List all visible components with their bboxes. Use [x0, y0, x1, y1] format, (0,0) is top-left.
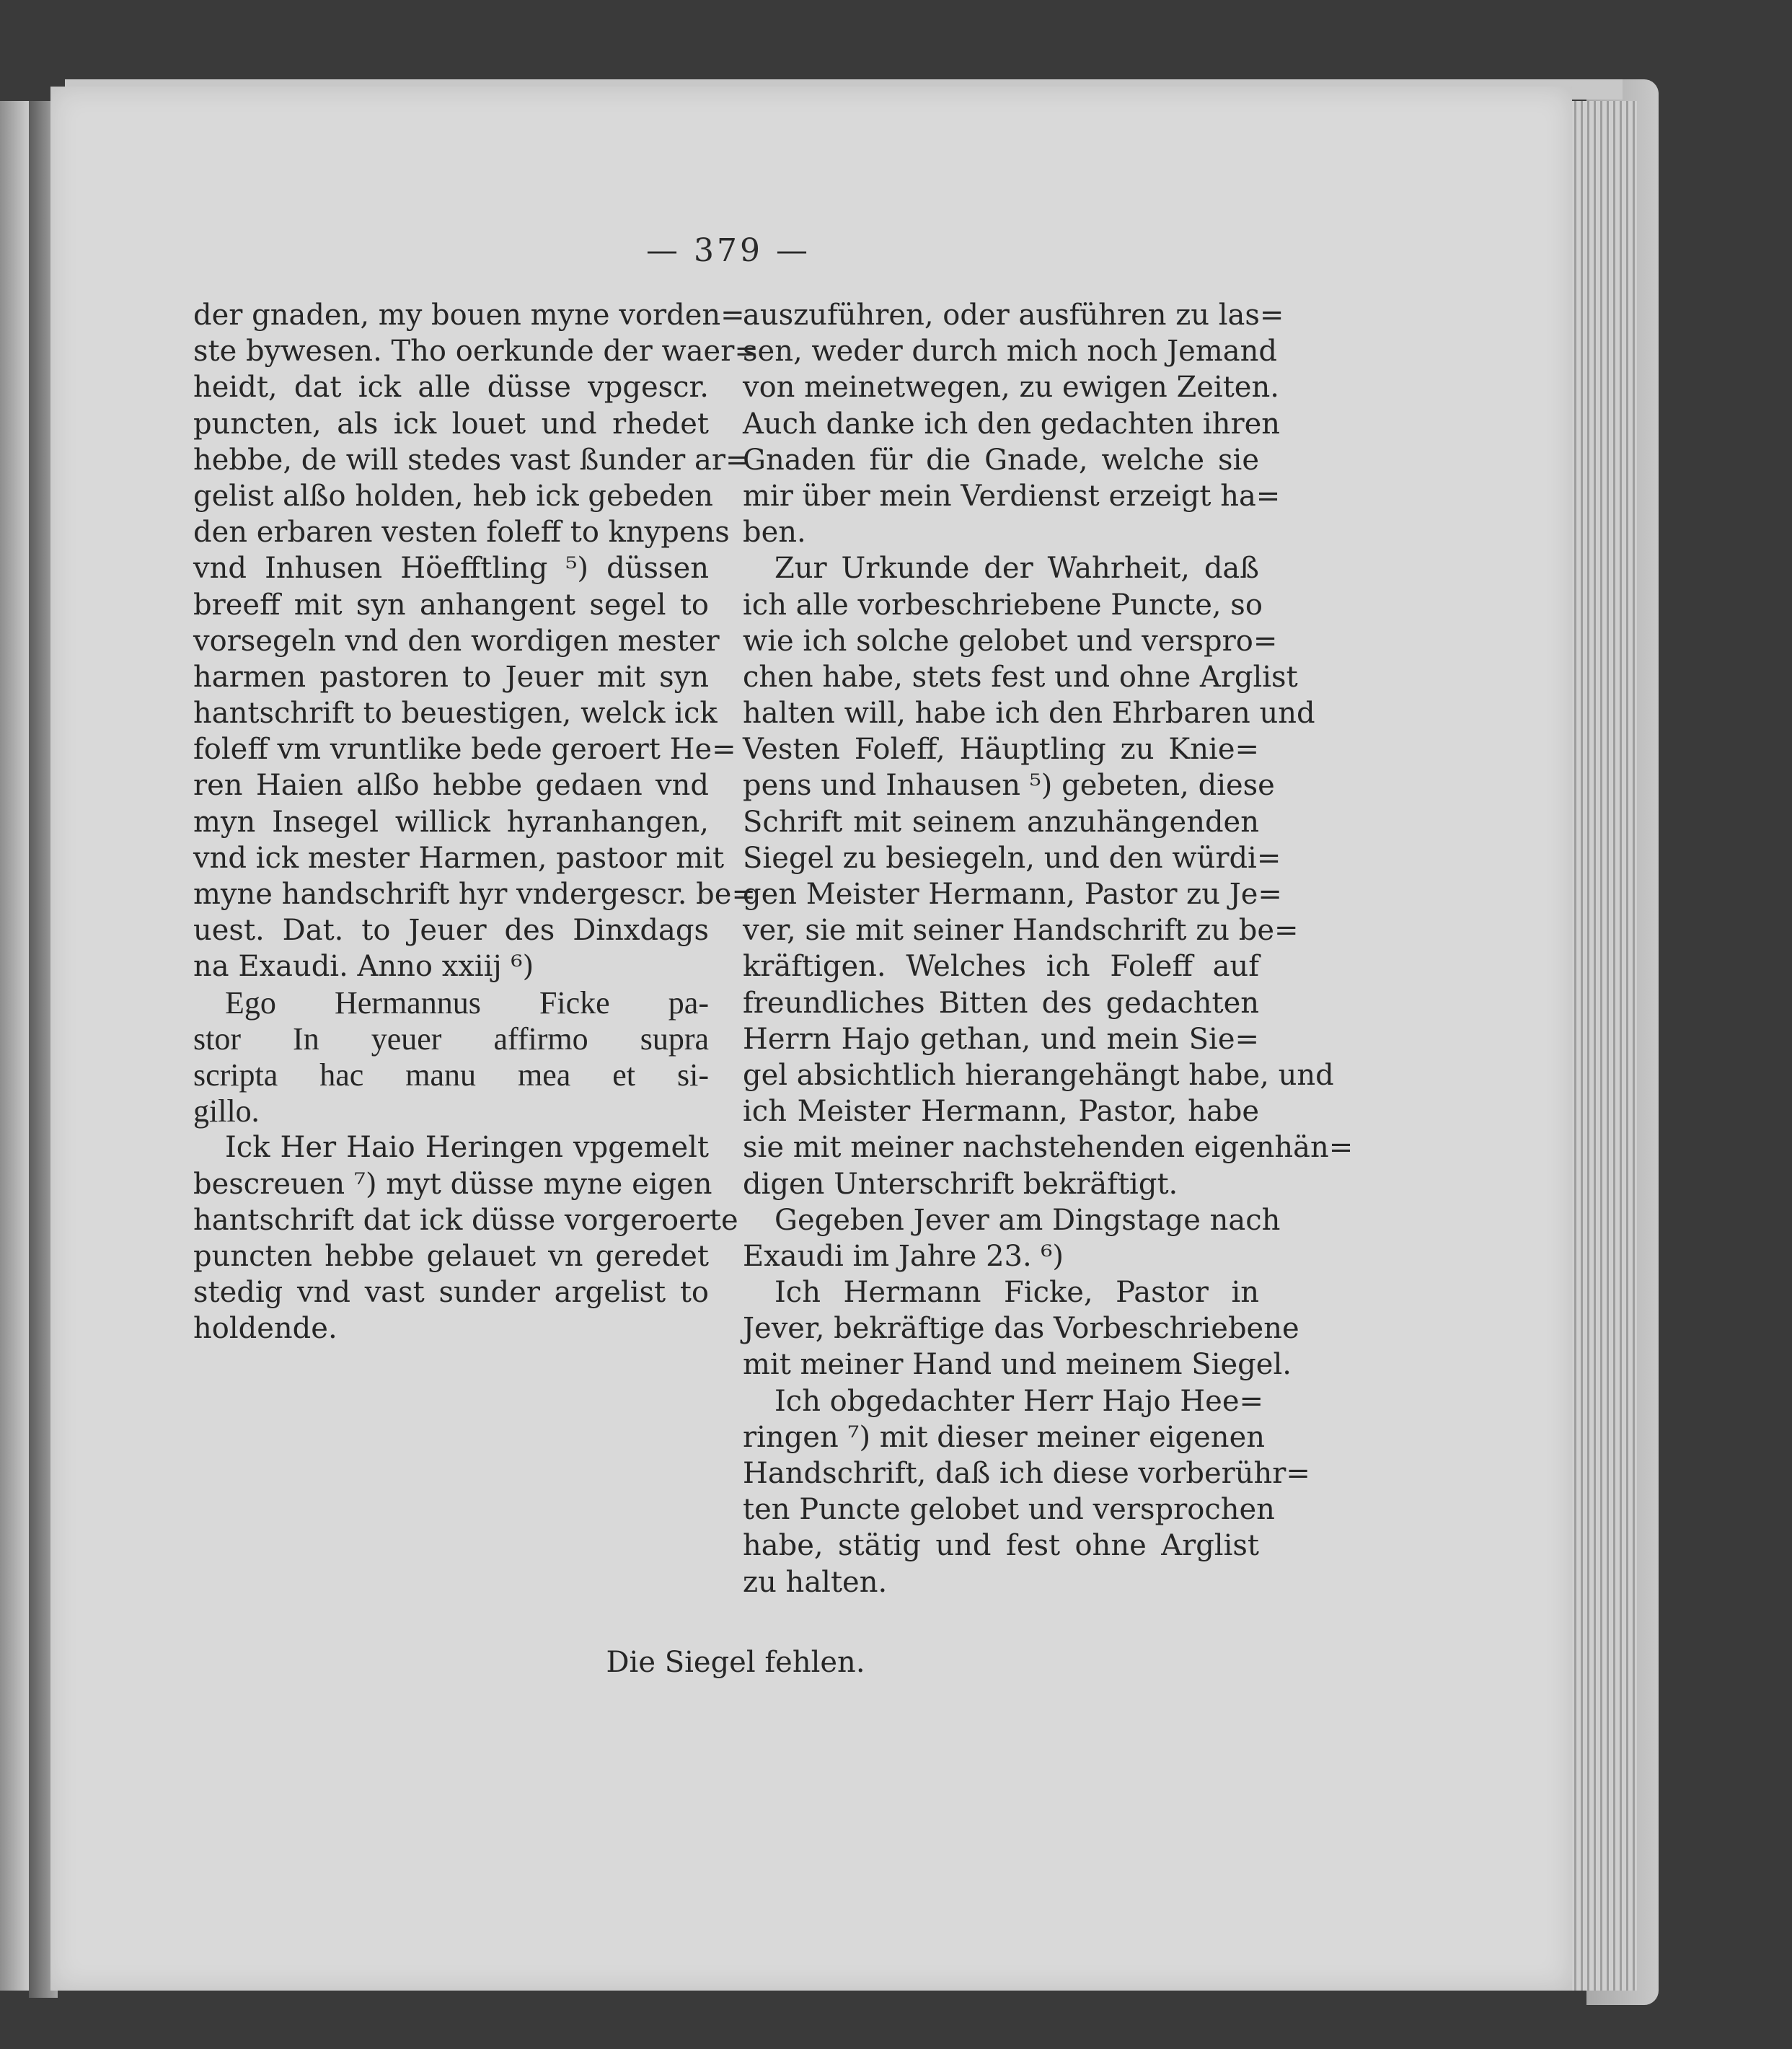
text-line: ren Haien alßo hebbe gedaen vnd: [193, 769, 709, 803]
text-line: ringen ⁷) mit dieser meiner eigenen: [743, 1420, 1266, 1454]
text-line: halten will, habe ich den Ehrbaren und: [743, 697, 1315, 731]
text-line: kräftigen. Welches ich Foleff auf: [743, 950, 1259, 984]
text-line: harmen pastoren to Jeuer mit syn: [193, 660, 709, 694]
text-line: ste bywesen. Tho oerkunde der waer=: [193, 335, 759, 369]
right-paragraph-3: [743, 1202, 1281, 1274]
latin-attestation: [193, 985, 709, 1130]
right-paragraph-5: [743, 1383, 1310, 1600]
text-line: holdende.: [193, 1312, 337, 1346]
text-line: Ich obgedachter Herr Hajo Hee=: [774, 1384, 1264, 1418]
seal-note: Die Siegel fehlen.: [606, 1646, 865, 1679]
text-line: stor In yeuer affirmo supra: [193, 1021, 709, 1057]
right-paragraph-4: [743, 1274, 1299, 1383]
text-line: ich Meister Hermann, Pastor, habe: [743, 1095, 1259, 1129]
text-line: Gegeben Jever am Dingstage nach: [774, 1203, 1281, 1237]
text-line: Schrift mit seinem anzuhängenden: [743, 805, 1259, 839]
text-line: hebbe, de will stedes vast ßunder ar=: [193, 443, 750, 477]
text-line: digen Unterschrift bekräftigt.: [743, 1167, 1178, 1201]
text-line: freundliches Bitten des gedachten: [743, 986, 1259, 1020]
text-line: Ich Hermann Ficke, Pastor in: [774, 1276, 1259, 1310]
text-line: habe, stätig und fest ohne Arglist: [743, 1529, 1259, 1563]
text-line: stedig vnd vast sunder argelist to: [193, 1276, 709, 1310]
text-line: von meinetwegen, zu ewigen Zeiten.: [743, 371, 1279, 405]
text-line: mit meiner Hand und meinem Siegel.: [743, 1348, 1292, 1382]
text-line: der gnaden, my bouen myne vorden=: [193, 299, 745, 332]
text-line: na Exaudi. Anno xxiij ⁶): [193, 950, 534, 984]
text-line: Siegel zu besiegeln, und den würdi=: [743, 841, 1281, 875]
text-line: puncten, als ick louet und rhedet: [193, 407, 709, 441]
text-line: Ick Her Haio Heringen vpgemelt: [225, 1131, 709, 1165]
right-paragraph-2: [743, 550, 1354, 1202]
text-line: chen habe, stets fest und ohne Arglist: [743, 660, 1298, 694]
text-line: bescreuen ⁷) myt düsse myne eigen: [193, 1167, 712, 1201]
text-line: vnd Inhusen Höefftling ⁵) düssen: [193, 552, 709, 586]
text-line: gen Meister Hermann, Pastor zu Je=: [743, 878, 1282, 911]
text-line: Herrn Hajo gethan, und mein Sie=: [743, 1022, 1259, 1056]
text-line: puncten hebbe gelauet vn geredet: [193, 1239, 709, 1273]
text-line: gillo.: [193, 1093, 260, 1129]
text-line: vnd ick mester Harmen, pastoor mit: [193, 841, 725, 875]
text-line: Zur Urkunde der Wahrheit, daß: [774, 552, 1259, 586]
text-line: gelist alßo holden, heb ick gebeden: [193, 479, 713, 513]
text-line: Vesten Foleff, Häuptling zu Knie=: [743, 733, 1259, 767]
text-line: mir über mein Verdienst erzeigt ha=: [743, 479, 1281, 513]
text-line: ich alle vorbeschriebene Puncte, so: [743, 588, 1263, 622]
text-line: den erbaren vesten foleff to knypens: [193, 516, 730, 550]
text-line: gel absichtlich hierangehängt habe, und: [743, 1058, 1334, 1092]
text-line: ben.: [743, 516, 806, 550]
text-line: sie mit meiner nachstehenden eigenhän=: [743, 1131, 1354, 1165]
text-line: heidt, dat ick alle düsse vpgescr.: [193, 371, 709, 405]
left-paragraph-1: [193, 297, 759, 985]
text-line: hantschrift dat ick düsse vorgeroerte: [193, 1203, 738, 1237]
text-line: wie ich solche gelobet und verspro=: [743, 624, 1278, 658]
text-line: vorsegeln vnd den wordigen mester: [193, 624, 720, 658]
text-line: Jever, bekräftige das Vorbeschriebene: [743, 1312, 1299, 1346]
text-line: Exaudi im Jahre 23. ⁶): [743, 1239, 1064, 1273]
text-line: foleff vm vruntlike bede geroert He=: [193, 733, 736, 767]
page-number: — 379 —: [646, 232, 811, 269]
text-line: Handschrift, daß ich diese vorberühr=: [743, 1457, 1310, 1490]
text-line: scripta hac manu mea et si-: [193, 1057, 709, 1093]
text-line: ver, sie mit seiner Handschrift zu be=: [743, 914, 1299, 948]
text-line: Gnaden für die Gnade, welche sie: [743, 443, 1259, 477]
right-text-column: [743, 297, 1354, 1600]
left-closing-paragraph: [193, 1129, 738, 1347]
text-line: Auch danke ich den gedachten ihren: [743, 407, 1281, 441]
text-line: breeff mit syn anhangent segel to: [193, 588, 709, 622]
text-line: auszuführen, oder ausführen zu las=: [743, 299, 1284, 332]
right-paragraph-1: [743, 297, 1284, 550]
text-line: sen, weder durch mich noch Jemand: [743, 335, 1277, 369]
text-line: myn Insegel willick hyranhangen,: [193, 805, 709, 839]
text-line: hantschrift to beuestigen, welck ick: [193, 697, 718, 731]
left-text-column: [193, 297, 759, 1347]
text-line: zu halten.: [743, 1565, 888, 1599]
text-line: uest. Dat. to Jeuer des Dinxdags: [193, 914, 709, 948]
text-line: Ego Hermannus Ficke pa-: [225, 984, 709, 1021]
text-line: pens und Inhausen ⁵) gebeten, diese: [743, 769, 1275, 803]
text-line: myne handschrift hyr vndergescr. be=: [193, 878, 756, 911]
text-line: ten Puncte gelobet und versprochen: [743, 1493, 1275, 1527]
